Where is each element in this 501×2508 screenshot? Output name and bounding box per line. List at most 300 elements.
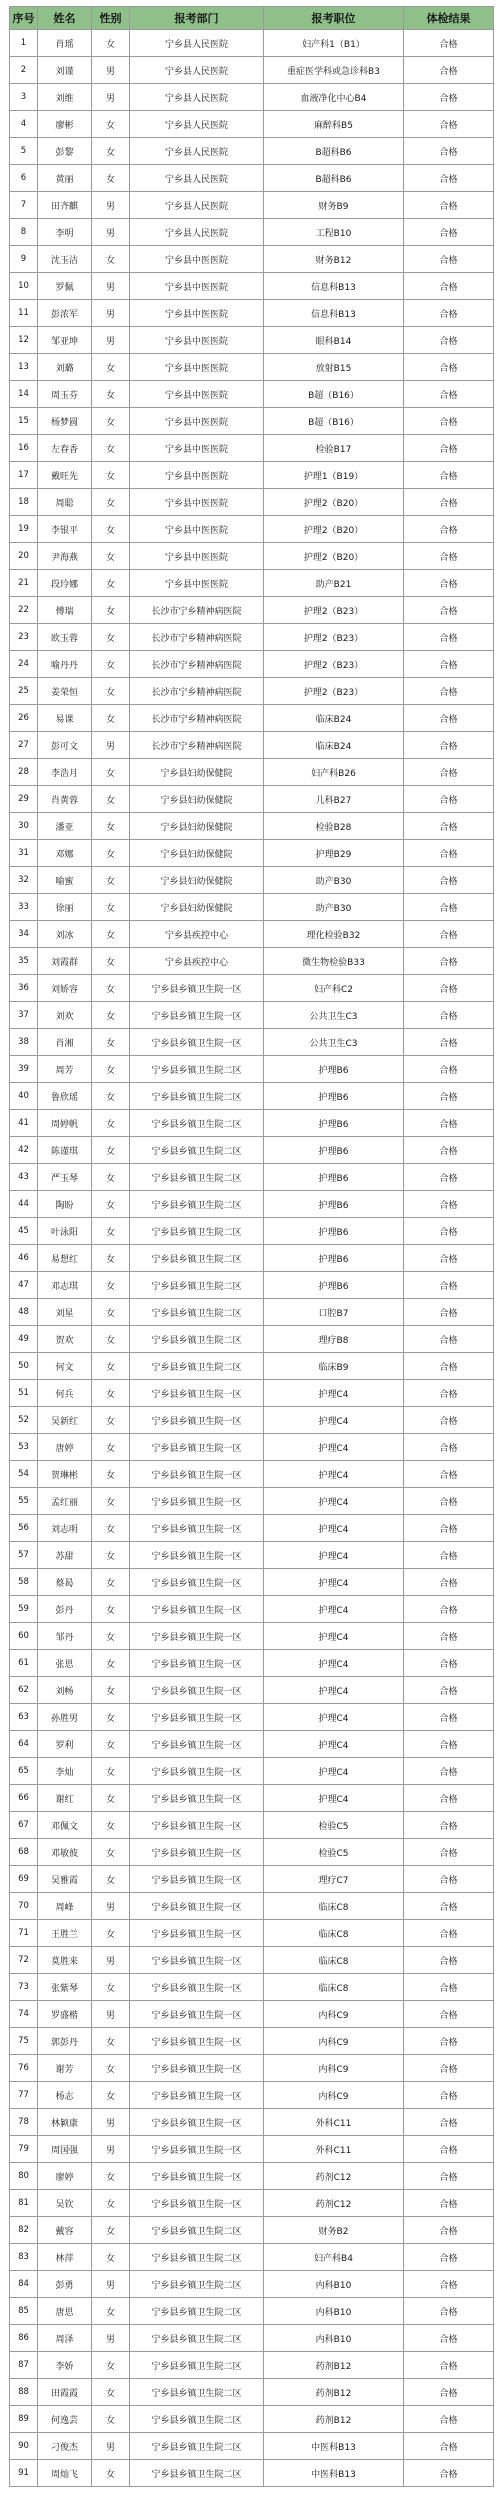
cell-department: 宁乡县乡镇卫生院一区 — [130, 1812, 264, 1839]
cell-department: 长沙市宁乡精神病医院 — [130, 732, 264, 759]
cell-position: 药剂B12 — [264, 2379, 404, 2406]
cell-department: 宁乡县乡镇卫生院二区 — [130, 2325, 264, 2352]
cell-gender: 女 — [92, 1218, 130, 1245]
cell-department: 宁乡县乡镇卫生院一区 — [130, 1002, 264, 1029]
cell-gender: 女 — [92, 1083, 130, 1110]
table-row — [10, 1002, 494, 1029]
cell-name: 李娇 — [38, 2352, 92, 2379]
cell-department: 宁乡县人民医院 — [130, 30, 264, 57]
cell-gender: 女 — [92, 30, 130, 57]
cell-position: 中医科B13 — [264, 2460, 404, 2487]
cell-name: 傅瑞 — [38, 597, 92, 624]
cell-index: 51 — [10, 1380, 38, 1407]
cell-name: 李灿 — [38, 1758, 92, 1785]
cell-position: 血液净化中心B4 — [264, 84, 404, 111]
cell-gender: 女 — [92, 543, 130, 570]
cell-position: 麻醉科B5 — [264, 111, 404, 138]
cell-index: 73 — [10, 1974, 38, 2001]
cell-department: 宁乡县人民医院 — [130, 57, 264, 84]
cell-index: 77 — [10, 2082, 38, 2109]
cell-index: 4 — [10, 111, 38, 138]
cell-position: 微生物检验B33 — [264, 948, 404, 975]
table-row — [10, 1947, 494, 1974]
cell-name: 廖婷 — [38, 2163, 92, 2190]
cell-index: 28 — [10, 759, 38, 786]
cell-name: 肖瑶 — [38, 30, 92, 57]
cell-position: 护理C4 — [264, 1785, 404, 1812]
cell-gender: 女 — [92, 1299, 130, 1326]
cell-gender: 女 — [92, 786, 130, 813]
cell-department: 宁乡县乡镇卫生院一区 — [130, 1893, 264, 1920]
table-row — [10, 2163, 494, 2190]
header-index: 序号 — [10, 7, 38, 30]
table-row — [10, 1704, 494, 1731]
table-row — [10, 1974, 494, 2001]
cell-index: 13 — [10, 354, 38, 381]
cell-name: 苏甜 — [38, 1542, 92, 1569]
table-row — [10, 1542, 494, 1569]
cell-index: 3 — [10, 84, 38, 111]
cell-department: 长沙市宁乡精神病医院 — [130, 651, 264, 678]
cell-index: 63 — [10, 1704, 38, 1731]
cell-department: 宁乡县乡镇卫生院一区 — [130, 2055, 264, 2082]
cell-index: 40 — [10, 1083, 38, 1110]
cell-department: 宁乡县中医医院 — [130, 408, 264, 435]
cell-name: 林颖康 — [38, 2109, 92, 2136]
cell-gender: 女 — [92, 516, 130, 543]
cell-exam-result: 合格 — [404, 2163, 494, 2190]
cell-name: 孙胜男 — [38, 1704, 92, 1731]
cell-exam-result: 合格 — [404, 1839, 494, 1866]
cell-exam-result: 合格 — [404, 462, 494, 489]
cell-index: 84 — [10, 2271, 38, 2298]
cell-index: 67 — [10, 1812, 38, 1839]
cell-gender: 女 — [92, 1191, 130, 1218]
table-row — [10, 435, 494, 462]
cell-gender: 男 — [92, 273, 130, 300]
cell-position: 临床C8 — [264, 1920, 404, 1947]
table-row — [10, 2001, 494, 2028]
cell-index: 11 — [10, 300, 38, 327]
cell-index: 86 — [10, 2325, 38, 2352]
header-gender: 性别 — [92, 7, 130, 30]
cell-index: 66 — [10, 1785, 38, 1812]
cell-index: 1 — [10, 30, 38, 57]
table-row — [10, 1299, 494, 1326]
cell-position: 护理B6 — [264, 1164, 404, 1191]
cell-gender: 女 — [92, 2406, 130, 2433]
cell-exam-result: 合格 — [404, 2298, 494, 2325]
cell-exam-result: 合格 — [404, 1515, 494, 1542]
cell-position: 护理C4 — [264, 1461, 404, 1488]
cell-exam-result: 合格 — [404, 273, 494, 300]
table-row — [10, 2271, 494, 2298]
cell-gender: 女 — [92, 1920, 130, 1947]
cell-department: 宁乡县乡镇卫生院二区 — [130, 2433, 264, 2460]
cell-department: 宁乡县乡镇卫生院一区 — [130, 1488, 264, 1515]
cell-name: 周国强 — [38, 2136, 92, 2163]
cell-exam-result: 合格 — [404, 1542, 494, 1569]
cell-gender: 女 — [92, 2163, 130, 2190]
cell-gender: 女 — [92, 1434, 130, 1461]
cell-position: 内科C9 — [264, 2001, 404, 2028]
table-row — [10, 1326, 494, 1353]
cell-gender: 女 — [92, 2217, 130, 2244]
cell-index: 15 — [10, 408, 38, 435]
cell-exam-result: 合格 — [404, 2136, 494, 2163]
cell-department: 宁乡县乡镇卫生院二区 — [130, 1056, 264, 1083]
cell-department: 宁乡县乡镇卫生院一区 — [130, 2109, 264, 2136]
cell-gender: 女 — [92, 1515, 130, 1542]
cell-position: 护理2（B20） — [264, 543, 404, 570]
cell-position: 护理C4 — [264, 1569, 404, 1596]
cell-position: 检验B28 — [264, 813, 404, 840]
cell-position: B超科B6 — [264, 138, 404, 165]
cell-exam-result: 合格 — [404, 1596, 494, 1623]
cell-department: 宁乡县乡镇卫生院一区 — [130, 2136, 264, 2163]
table-row — [10, 651, 494, 678]
cell-department: 宁乡县乡镇卫生院二区 — [130, 1245, 264, 1272]
cell-index: 82 — [10, 2217, 38, 2244]
cell-index: 16 — [10, 435, 38, 462]
cell-name: 尹海燕 — [38, 543, 92, 570]
cell-exam-result: 合格 — [404, 1029, 494, 1056]
cell-department: 宁乡县乡镇卫生院二区 — [130, 1353, 264, 1380]
cell-exam-result: 合格 — [404, 1191, 494, 1218]
table-row — [10, 327, 494, 354]
cell-exam-result: 合格 — [404, 975, 494, 1002]
cell-name: 左春香 — [38, 435, 92, 462]
cell-gender: 女 — [92, 1731, 130, 1758]
cell-gender: 女 — [92, 1326, 130, 1353]
cell-gender: 女 — [92, 975, 130, 1002]
cell-index: 12 — [10, 327, 38, 354]
cell-department: 宁乡县乡镇卫生院一区 — [130, 1704, 264, 1731]
table-row — [10, 354, 494, 381]
cell-exam-result: 合格 — [404, 2001, 494, 2028]
cell-department: 宁乡县乡镇卫生院一区 — [130, 1461, 264, 1488]
cell-department: 宁乡县人民医院 — [130, 192, 264, 219]
cell-index: 35 — [10, 948, 38, 975]
cell-index: 9 — [10, 246, 38, 273]
table-row — [10, 462, 494, 489]
cell-position: 妇产科C2 — [264, 975, 404, 1002]
table-row — [10, 1731, 494, 1758]
cell-gender: 男 — [92, 57, 130, 84]
medical-exam-results-table — [9, 6, 494, 2487]
cell-gender: 女 — [92, 2244, 130, 2271]
cell-position: 财务B9 — [264, 192, 404, 219]
cell-department: 宁乡县乡镇卫生院一区 — [130, 1839, 264, 1866]
cell-exam-result: 合格 — [404, 1677, 494, 1704]
cell-exam-result: 合格 — [404, 1056, 494, 1083]
cell-department: 宁乡县乡镇卫生院二区 — [130, 1164, 264, 1191]
table-row — [10, 2136, 494, 2163]
cell-exam-result: 合格 — [404, 57, 494, 84]
cell-name: 何逸芸 — [38, 2406, 92, 2433]
table-row — [10, 1596, 494, 1623]
cell-index: 22 — [10, 597, 38, 624]
cell-department: 宁乡县乡镇卫生院一区 — [130, 1785, 264, 1812]
cell-name: 莫胜来 — [38, 1947, 92, 1974]
cell-name: 彭浓军 — [38, 300, 92, 327]
cell-position: 理疗C7 — [264, 1866, 404, 1893]
cell-gender: 女 — [92, 1488, 130, 1515]
cell-position: 护理2（B20） — [264, 489, 404, 516]
cell-position: 护理2（B20） — [264, 516, 404, 543]
cell-gender: 女 — [92, 1974, 130, 2001]
cell-index: 27 — [10, 732, 38, 759]
cell-index: 88 — [10, 2379, 38, 2406]
cell-name: 唐婷 — [38, 1434, 92, 1461]
cell-position: 检验C5 — [264, 1812, 404, 1839]
cell-exam-result: 合格 — [404, 1272, 494, 1299]
cell-department: 长沙市宁乡精神病医院 — [130, 678, 264, 705]
cell-index: 34 — [10, 921, 38, 948]
cell-name: 刘志明 — [38, 1515, 92, 1542]
table-row — [10, 84, 494, 111]
cell-name: 叶泳阳 — [38, 1218, 92, 1245]
cell-position: 财务B2 — [264, 2217, 404, 2244]
table-row — [10, 1191, 494, 1218]
cell-index: 57 — [10, 1542, 38, 1569]
table-header — [10, 7, 494, 30]
cell-department: 宁乡县疾控中心 — [130, 921, 264, 948]
table-row — [10, 759, 494, 786]
cell-gender: 男 — [92, 1893, 130, 1920]
cell-name: 周泽 — [38, 2325, 92, 2352]
cell-name: 吴雅霞 — [38, 1866, 92, 1893]
cell-index: 20 — [10, 543, 38, 570]
cell-index: 41 — [10, 1110, 38, 1137]
table-row — [10, 2082, 494, 2109]
cell-department: 宁乡县人民医院 — [130, 138, 264, 165]
cell-department: 宁乡县疾控中心 — [130, 948, 264, 975]
cell-gender: 男 — [92, 192, 130, 219]
cell-department: 宁乡县乡镇卫生院一区 — [130, 1029, 264, 1056]
cell-index: 38 — [10, 1029, 38, 1056]
cell-exam-result: 合格 — [404, 1137, 494, 1164]
cell-department: 宁乡县乡镇卫生院一区 — [130, 2163, 264, 2190]
cell-index: 36 — [10, 975, 38, 1002]
cell-name: 陈谨琪 — [38, 1137, 92, 1164]
cell-gender: 女 — [92, 948, 130, 975]
cell-index: 31 — [10, 840, 38, 867]
cell-name: 周灿飞 — [38, 2460, 92, 2487]
cell-department: 宁乡县乡镇卫生院一区 — [130, 1974, 264, 2001]
cell-position: 外科C11 — [264, 2136, 404, 2163]
cell-index: 49 — [10, 1326, 38, 1353]
cell-exam-result: 合格 — [404, 1299, 494, 1326]
table-row — [10, 1056, 494, 1083]
cell-name: 肖黄蓉 — [38, 786, 92, 813]
cell-department: 宁乡县中医医院 — [130, 543, 264, 570]
cell-position: 理疗B8 — [264, 1326, 404, 1353]
table-row — [10, 894, 494, 921]
cell-position: 护理2（B23） — [264, 624, 404, 651]
cell-gender: 女 — [92, 1839, 130, 1866]
cell-exam-result: 合格 — [404, 381, 494, 408]
table-body — [10, 30, 494, 2487]
cell-exam-result: 合格 — [404, 840, 494, 867]
cell-exam-result: 合格 — [404, 435, 494, 462]
cell-department: 长沙市宁乡精神病医院 — [130, 597, 264, 624]
cell-index: 55 — [10, 1488, 38, 1515]
cell-name: 蔡曷 — [38, 1569, 92, 1596]
table-row — [10, 192, 494, 219]
cell-gender: 女 — [92, 1272, 130, 1299]
cell-department: 宁乡县中医医院 — [130, 462, 264, 489]
cell-department: 宁乡县妇幼保健院 — [130, 840, 264, 867]
cell-gender: 女 — [92, 1380, 130, 1407]
table-row — [10, 165, 494, 192]
cell-position: 护理C4 — [264, 1650, 404, 1677]
cell-position: 护理2（B23） — [264, 651, 404, 678]
header-row — [10, 7, 494, 30]
cell-exam-result: 合格 — [404, 1407, 494, 1434]
cell-name: 吴新红 — [38, 1407, 92, 1434]
cell-department: 宁乡县乡镇卫生院二区 — [130, 2271, 264, 2298]
cell-position: 护理B6 — [264, 1245, 404, 1272]
cell-name: 李明 — [38, 219, 92, 246]
cell-exam-result: 合格 — [404, 84, 494, 111]
cell-gender: 女 — [92, 408, 130, 435]
cell-index: 47 — [10, 1272, 38, 1299]
cell-name: 彭黎 — [38, 138, 92, 165]
cell-gender: 女 — [92, 921, 130, 948]
cell-name: 何文 — [38, 1353, 92, 1380]
cell-exam-result: 合格 — [404, 732, 494, 759]
cell-position: 临床C8 — [264, 1893, 404, 1920]
cell-name: 谢芳 — [38, 2055, 92, 2082]
cell-position: 助产B21 — [264, 570, 404, 597]
table-row — [10, 489, 494, 516]
cell-index: 78 — [10, 2109, 38, 2136]
table-row — [10, 246, 494, 273]
cell-position: 检验C5 — [264, 1839, 404, 1866]
cell-index: 17 — [10, 462, 38, 489]
cell-department: 宁乡县乡镇卫生院二区 — [130, 2244, 264, 2271]
cell-position: 内科B10 — [264, 2298, 404, 2325]
cell-department: 宁乡县中医医院 — [130, 570, 264, 597]
cell-name: 周玉芬 — [38, 381, 92, 408]
table-row — [10, 1758, 494, 1785]
table-row — [10, 1866, 494, 1893]
table-row — [10, 2244, 494, 2271]
cell-position: 护理C4 — [264, 1434, 404, 1461]
cell-department: 宁乡县中医医院 — [130, 435, 264, 462]
cell-department: 宁乡县乡镇卫生院一区 — [130, 1920, 264, 1947]
cell-department: 宁乡县乡镇卫生院一区 — [130, 1758, 264, 1785]
cell-index: 62 — [10, 1677, 38, 1704]
cell-exam-result: 合格 — [404, 300, 494, 327]
cell-name: 邓娜 — [38, 840, 92, 867]
cell-exam-result: 合格 — [404, 327, 494, 354]
cell-position: 临床B24 — [264, 732, 404, 759]
cell-position: 眼科B14 — [264, 327, 404, 354]
cell-gender: 男 — [92, 1947, 130, 1974]
cell-gender: 男 — [92, 2109, 130, 2136]
cell-name: 张思 — [38, 1650, 92, 1677]
cell-exam-result: 合格 — [404, 921, 494, 948]
cell-exam-result: 合格 — [404, 1704, 494, 1731]
cell-name: 喻蜜 — [38, 867, 92, 894]
cell-name: 杨梦圆 — [38, 408, 92, 435]
cell-index: 37 — [10, 1002, 38, 1029]
cell-position: 临床B9 — [264, 1353, 404, 1380]
cell-department: 宁乡县中医医院 — [130, 489, 264, 516]
cell-name: 刘谨 — [38, 57, 92, 84]
cell-gender: 女 — [92, 1623, 130, 1650]
cell-index: 42 — [10, 1137, 38, 1164]
cell-name: 戴容 — [38, 2217, 92, 2244]
table-row — [10, 813, 494, 840]
cell-position: 内科C9 — [264, 2055, 404, 2082]
cell-name: 贺欢 — [38, 1326, 92, 1353]
table-row — [10, 1164, 494, 1191]
cell-gender: 女 — [92, 138, 130, 165]
cell-index: 5 — [10, 138, 38, 165]
cell-gender: 男 — [92, 2271, 130, 2298]
cell-exam-result: 合格 — [404, 894, 494, 921]
cell-name: 欧玉蓉 — [38, 624, 92, 651]
cell-name: 罗利 — [38, 1731, 92, 1758]
cell-name: 周芳 — [38, 1056, 92, 1083]
cell-index: 56 — [10, 1515, 38, 1542]
table-row — [10, 1353, 494, 1380]
cell-gender: 女 — [92, 759, 130, 786]
cell-exam-result: 合格 — [404, 678, 494, 705]
cell-index: 10 — [10, 273, 38, 300]
table-row — [10, 408, 494, 435]
cell-department: 宁乡县乡镇卫生院二区 — [130, 1272, 264, 1299]
cell-exam-result: 合格 — [404, 2217, 494, 2244]
cell-name: 易课 — [38, 705, 92, 732]
table-row — [10, 1407, 494, 1434]
cell-position: 护理C4 — [264, 1731, 404, 1758]
cell-name: 彭勇 — [38, 2271, 92, 2298]
table-row — [10, 2352, 494, 2379]
cell-exam-result: 合格 — [404, 1110, 494, 1137]
cell-department: 宁乡县乡镇卫生院一区 — [130, 1650, 264, 1677]
cell-index: 14 — [10, 381, 38, 408]
cell-gender: 女 — [92, 1866, 130, 1893]
table-row — [10, 111, 494, 138]
cell-name: 何兵 — [38, 1380, 92, 1407]
table-row — [10, 2109, 494, 2136]
cell-position: 理化检验B32 — [264, 921, 404, 948]
cell-name: 刘欢 — [38, 1002, 92, 1029]
table-row — [10, 948, 494, 975]
cell-exam-result: 合格 — [404, 1569, 494, 1596]
cell-gender: 女 — [92, 2055, 130, 2082]
cell-gender: 女 — [92, 2460, 130, 2487]
cell-index: 7 — [10, 192, 38, 219]
cell-index: 18 — [10, 489, 38, 516]
cell-name: 刘霞群 — [38, 948, 92, 975]
cell-gender: 男 — [92, 2001, 130, 2028]
cell-exam-result: 合格 — [404, 1164, 494, 1191]
cell-name: 贺琳彬 — [38, 1461, 92, 1488]
cell-exam-result: 合格 — [404, 1866, 494, 1893]
cell-exam-result: 合格 — [404, 246, 494, 273]
cell-gender: 女 — [92, 1164, 130, 1191]
cell-department: 宁乡县乡镇卫生院一区 — [130, 1434, 264, 1461]
cell-exam-result: 合格 — [404, 570, 494, 597]
cell-name: 鲁欣瑶 — [38, 1083, 92, 1110]
cell-exam-result: 合格 — [404, 2028, 494, 2055]
cell-position: 妇产科B4 — [264, 2244, 404, 2271]
